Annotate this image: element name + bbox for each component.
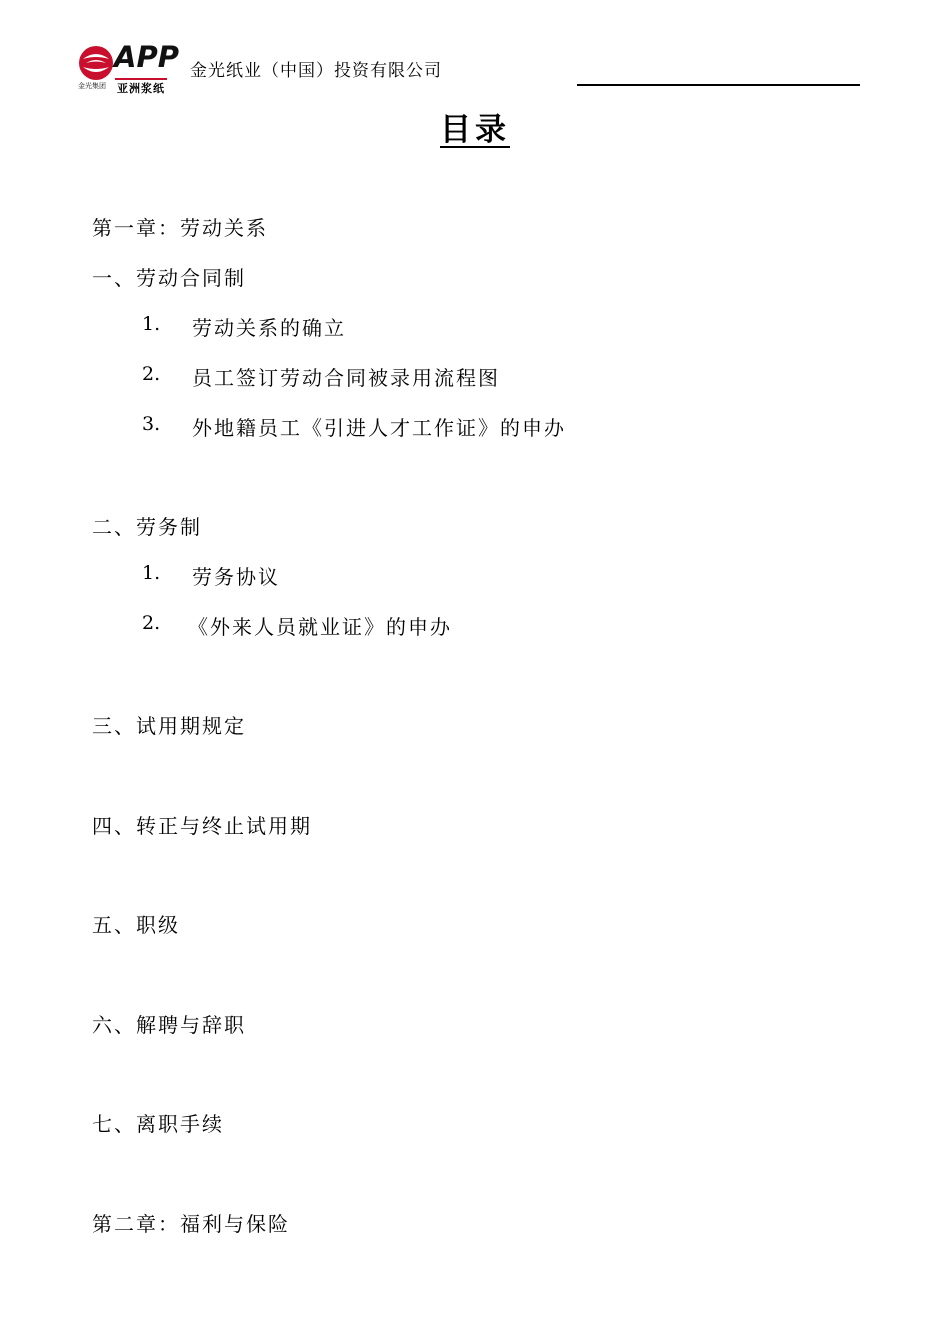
toc-item-2-2[interactable]: 《外来人员就业证》的申办 (188, 615, 452, 639)
app-logo-mark-icon (78, 45, 114, 81)
header-rule (577, 84, 860, 86)
toc-section-5[interactable]: 五、职级 (92, 913, 180, 937)
toc-section-3[interactable]: 三、试用期规定 (92, 714, 246, 738)
app-logo-text: APP (114, 40, 179, 74)
toc-item-number: 3. (142, 413, 161, 435)
toc-section-4[interactable]: 四、转正与终止试用期 (92, 814, 312, 838)
toc-section-6[interactable]: 六、解聘与辞职 (92, 1013, 246, 1037)
toc-section-2[interactable]: 二、劳务制 (92, 515, 202, 539)
toc-item-number: 1. (142, 562, 161, 584)
toc-chapter-1[interactable]: 第一章：劳动关系 (92, 216, 268, 240)
logo-subtitle-left: 金光集团 (78, 82, 106, 90)
page-header (78, 40, 860, 95)
toc-item-2-1[interactable]: 劳务协议 (192, 565, 280, 589)
toc-item-number: 1. (142, 313, 161, 335)
toc-item-1-3[interactable]: 外地籍员工《引进人才工作证》的申办 (192, 416, 566, 440)
toc-section-1[interactable]: 一、劳动合同制 (92, 266, 246, 290)
toc-item-number: 2. (142, 363, 161, 385)
company-name: 金光纸业（中国）投资有限公司 (190, 61, 442, 81)
page-title-text: 目录 (440, 112, 510, 148)
toc-chapter-2[interactable]: 第二章：福利与保险 (92, 1212, 290, 1236)
toc-item-1-2[interactable]: 员工签订劳动合同被录用流程图 (192, 366, 500, 390)
app-logo (78, 40, 179, 95)
toc-item-number: 2. (142, 612, 161, 634)
page-title (0, 104, 950, 149)
toc-item-1-1[interactable]: 劳动关系的确立 (192, 316, 346, 340)
toc-section-7[interactable]: 七、离职手续 (92, 1112, 224, 1136)
logo-subtitle-right: 亚洲浆纸 (115, 78, 167, 96)
